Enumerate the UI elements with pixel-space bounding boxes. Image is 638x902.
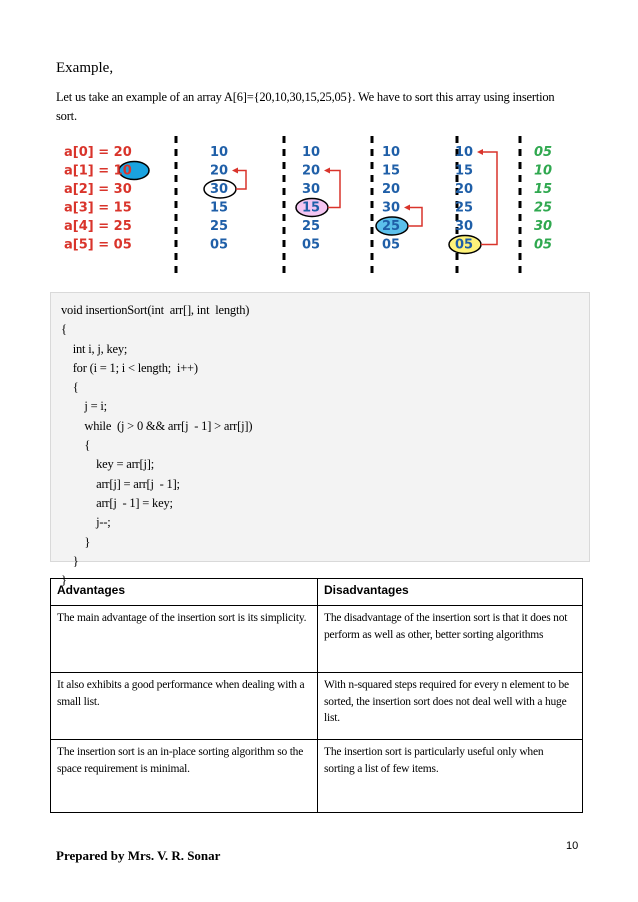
result-value: 30 bbox=[534, 219, 553, 234]
header-advantages: Advantages bbox=[51, 579, 318, 606]
pass-value: 25 bbox=[210, 219, 229, 234]
code-line: arr[j] = arr[j - 1]; bbox=[61, 476, 180, 491]
result-value: 05 bbox=[534, 237, 553, 253]
insertion-arrow bbox=[479, 152, 497, 245]
pass-value: 10 bbox=[302, 145, 321, 160]
pass-value: 30 bbox=[455, 219, 474, 234]
pass-value: 25 bbox=[455, 200, 474, 216]
arrow-head bbox=[404, 205, 410, 211]
code-line: j = i; bbox=[61, 399, 107, 414]
array-label: a[4] = 25 bbox=[64, 219, 132, 234]
array-label: a[3] = 15 bbox=[64, 200, 132, 216]
table-row bbox=[51, 606, 583, 673]
table-header-row bbox=[51, 579, 583, 606]
code-line: while (j > 0 && arr[j - 1] > arr[j]) bbox=[61, 418, 253, 433]
pass-value: 20 bbox=[302, 163, 321, 179]
table-row bbox=[51, 673, 583, 740]
code-line: { bbox=[61, 322, 67, 337]
example-heading: Example, bbox=[56, 60, 114, 76]
pass-value: 10 bbox=[382, 145, 401, 160]
arrow-head bbox=[324, 168, 330, 174]
table-cell: It also exhibits a good performance when dealing with a small list. bbox=[51, 673, 318, 740]
intro-paragraph: Let us take an example of an array A[6]={20,10,30,15,25,05}. We have to sort this array using insertion sort. bbox=[56, 90, 555, 123]
pass-value: 15 bbox=[382, 163, 401, 179]
array-label: a[0] = 20 bbox=[64, 145, 132, 160]
table-cell: The main advantage of the insertion sort is its simplicity. bbox=[51, 606, 318, 673]
code-line: } bbox=[61, 573, 67, 588]
pass-value: 30 bbox=[382, 200, 401, 216]
pass-value: 20 bbox=[382, 182, 401, 197]
result-value: 10 bbox=[534, 163, 553, 179]
array-label: a[1] = 10 bbox=[64, 163, 132, 179]
code-line: arr[j - 1] = key; bbox=[61, 495, 173, 510]
page-number: 10 bbox=[566, 840, 579, 852]
code-block bbox=[50, 292, 590, 588]
arrow-head bbox=[232, 168, 238, 174]
table-cell: The insertion sort is an in-place sorting algorithm so the space requirement is minimal. bbox=[51, 740, 318, 813]
comparison-table bbox=[50, 578, 583, 813]
result-value: 05 bbox=[534, 145, 553, 160]
pass-value: 30 bbox=[210, 182, 229, 197]
insertion-arrow bbox=[406, 208, 422, 227]
code-line: { bbox=[61, 380, 79, 395]
array-label: a[2] = 30 bbox=[64, 182, 132, 197]
code-line: void insertionSort(int arr[], int length) bbox=[61, 303, 250, 317]
code-line: { bbox=[61, 438, 91, 453]
pass-value: 15 bbox=[455, 163, 474, 179]
pass-value: 20 bbox=[210, 163, 229, 179]
code-line: int i, j, key; bbox=[61, 341, 128, 356]
insertion-arrow bbox=[326, 171, 340, 208]
pass-value: 10 bbox=[210, 145, 229, 160]
pass-value: 05 bbox=[210, 237, 229, 253]
pass-value: 25 bbox=[382, 219, 401, 234]
pass-value: 30 bbox=[302, 182, 321, 197]
array-label: a[5] = 05 bbox=[64, 237, 132, 253]
code-line: } bbox=[61, 534, 91, 549]
table-cell: With n-squared steps required for every n element to be sorted, the insertion sort does not deal well with a huge list. bbox=[318, 673, 583, 740]
code-line: } bbox=[61, 553, 79, 568]
table-cell: The insertion sort is particularly useful only when sorting a list of few items. bbox=[318, 740, 583, 813]
pass-value: 10 bbox=[455, 145, 474, 160]
code-line: j--; bbox=[61, 515, 111, 530]
result-value: 25 bbox=[534, 200, 553, 216]
table-cell: The disadvantage of the insertion sort is that it does not perform as well as other, better sorting algorithms bbox=[318, 606, 583, 673]
code-line: key = arr[j]; bbox=[61, 457, 154, 472]
pass-value: 05 bbox=[382, 237, 401, 253]
pass-value: 20 bbox=[455, 182, 474, 197]
table-row bbox=[51, 740, 583, 813]
pass-value: 05 bbox=[302, 237, 321, 253]
pass-value: 15 bbox=[210, 200, 229, 216]
arrow-head bbox=[477, 149, 483, 155]
footer-author: Prepared by Mrs. V. R. Sonar bbox=[56, 848, 221, 863]
pass-value: 05 bbox=[455, 237, 474, 253]
result-value: 15 bbox=[534, 182, 553, 197]
insertion-sort-figure bbox=[52, 132, 586, 282]
pass-value: 25 bbox=[302, 219, 321, 234]
header-disadvantages: Disadvantages bbox=[318, 579, 583, 606]
pass-value: 15 bbox=[302, 200, 321, 216]
code-line: for (i = 1; i < length; i++) bbox=[61, 360, 198, 375]
